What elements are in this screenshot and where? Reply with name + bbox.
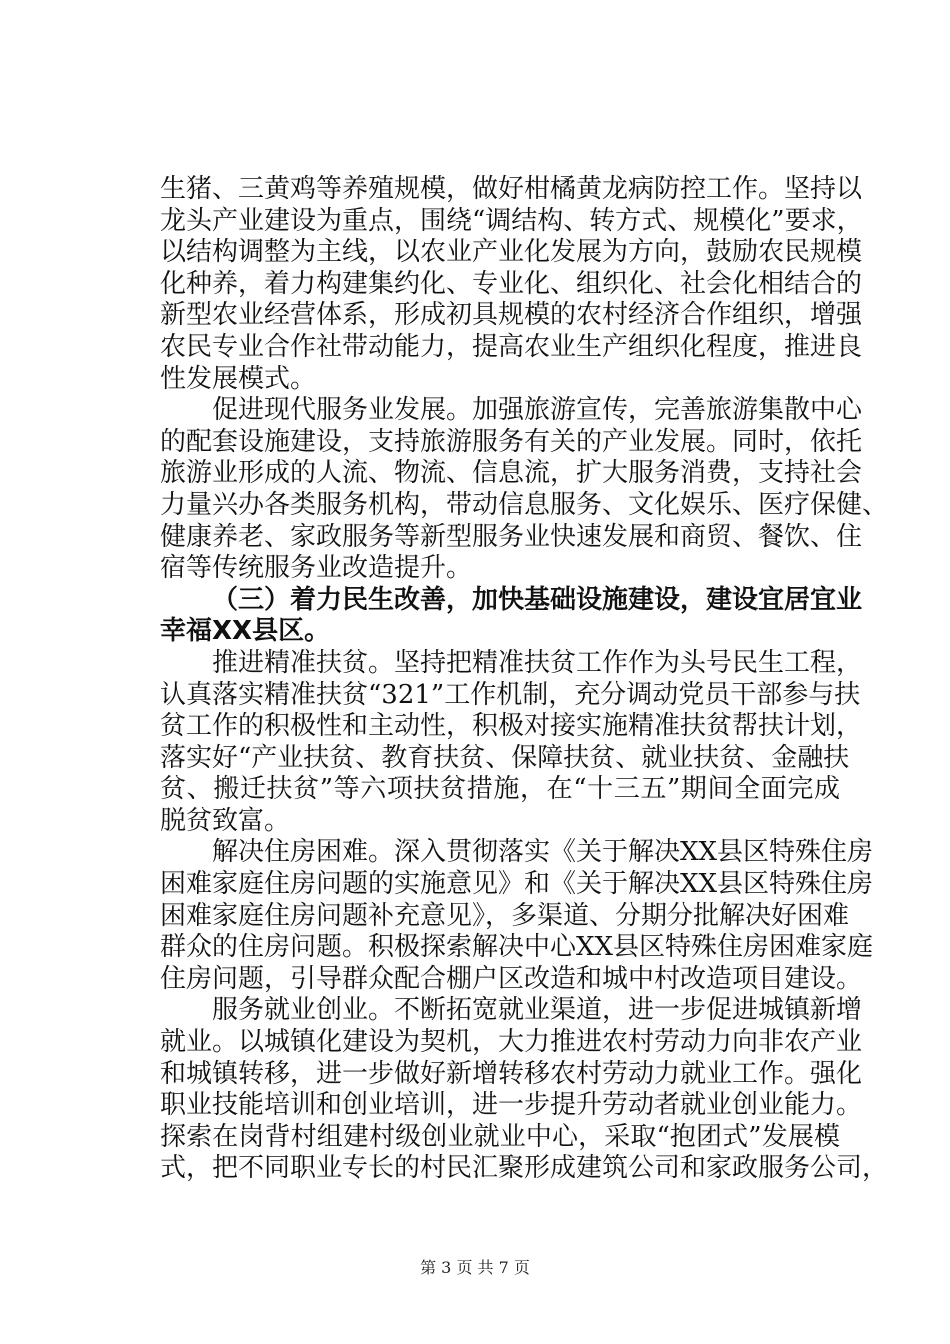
heading-line: （三）着力民生改善，加快基础设施建设，建设宜居宜业	[212, 584, 863, 615]
paragraph	[160, 174, 863, 395]
text-line: 宿等传统服务业改造提升。	[160, 553, 473, 584]
text-line: 的配套设施建设，支持旅游服务有关的产业发展。同时，依托	[160, 426, 863, 457]
paragraph	[160, 837, 874, 995]
page-number-label: 第 3 页 共 7 页	[420, 1258, 530, 1277]
text-line: 促进现代服务业发展。加强旅游宣传，完善旅游集散中心	[212, 395, 863, 426]
text-line: 龙头产业建设为重点，围绕“调结构、转方式、规模化”要求，	[160, 205, 863, 236]
text-line: 力量兴办各类服务机构，带动信息服务、文化娱乐、医疗保健、	[160, 489, 889, 520]
text-line: 生猪、三黄鸡等养殖规模，做好柑橘黄龙病防控工作。坚持以	[160, 174, 863, 204]
text-line: 旅游业形成的人流、物流、信息流，扩大服务消费，支持社会	[160, 458, 863, 489]
paragraph	[160, 395, 889, 585]
text-line: 以结构调整为主线，以农业产业化发展为方向，鼓励农民规模	[160, 237, 863, 268]
text-line: 新型农业经营体系，形成初具规模的农村经济合作组织，增强	[160, 300, 863, 331]
text-line: 群众的住房问题。积极探索解决中心XX县区特殊住房困难家庭	[160, 932, 874, 963]
text-line: 和城镇转移，进一步做好新增转移农村劳动力就业工作。强化	[160, 1058, 863, 1089]
text-line: 脱贫致富。	[160, 805, 291, 836]
text-line: 困难家庭住房问题的实施意见》和《关于解决XX县区特殊住房	[160, 869, 874, 900]
document-body	[160, 174, 889, 1185]
text-line: 农民专业合作社带动能力，提高农业生产组织化程度，推进良	[160, 331, 863, 362]
section-heading	[160, 584, 863, 648]
text-line: 住房问题，引导群众配合棚户区改造和城中村改造项目建设。	[160, 963, 863, 994]
page-footer	[0, 1255, 950, 1278]
heading-line: 幸福XX县区。	[160, 616, 331, 647]
text-line: 推进精准扶贫。坚持把精准扶贫工作作为头号民生工程，	[212, 647, 863, 678]
text-line: 贫工作的积极性和主动性，积极对接实施精准扶贫帮扶计划，	[160, 711, 863, 742]
paragraph	[160, 647, 863, 838]
text-line: 探索在岗背村组建村级创业就业中心，采取“抱团式”发展模	[160, 1121, 840, 1152]
text-line: 落实好“产业扶贫、教育扶贫、保障扶贫、就业扶贫、金融扶	[160, 742, 850, 773]
text-line: 就业。以城镇化建设为契机，大力推进农村劳动力向非农产业	[160, 1027, 863, 1058]
text-line: 性发展模式。	[160, 363, 317, 394]
text-line: 贫、搬迁扶贫”等六项扶贫措施，在“十三五”期间全面完成	[160, 774, 840, 805]
paragraph	[160, 995, 889, 1185]
text-line: 健康养老、家政服务等新型服务业快速发展和商贸、餐饮、住	[160, 521, 863, 552]
text-line: 认真落实精准扶贫“321”工作机制，充分调动党员干部参与扶	[160, 679, 861, 710]
text-line: 式，把不同职业专长的村民汇聚形成建筑公司和家政服务公司，	[160, 1153, 889, 1184]
text-line: 职业技能培训和创业培训，进一步提升劳动者就业创业能力。	[160, 1090, 863, 1121]
text-line: 困难家庭住房问题补充意见》，多渠道、分期分批解决好困难	[160, 900, 850, 931]
text-line: 解决住房困难。深入贯彻落实《关于解决XX县区特殊住房	[212, 837, 874, 868]
text-line: 化种养，着力构建集约化、专业化、组织化、社会化相结合的	[160, 268, 863, 299]
text-line: 服务就业创业。不断拓宽就业渠道，进一步促进城镇新增	[212, 995, 863, 1026]
